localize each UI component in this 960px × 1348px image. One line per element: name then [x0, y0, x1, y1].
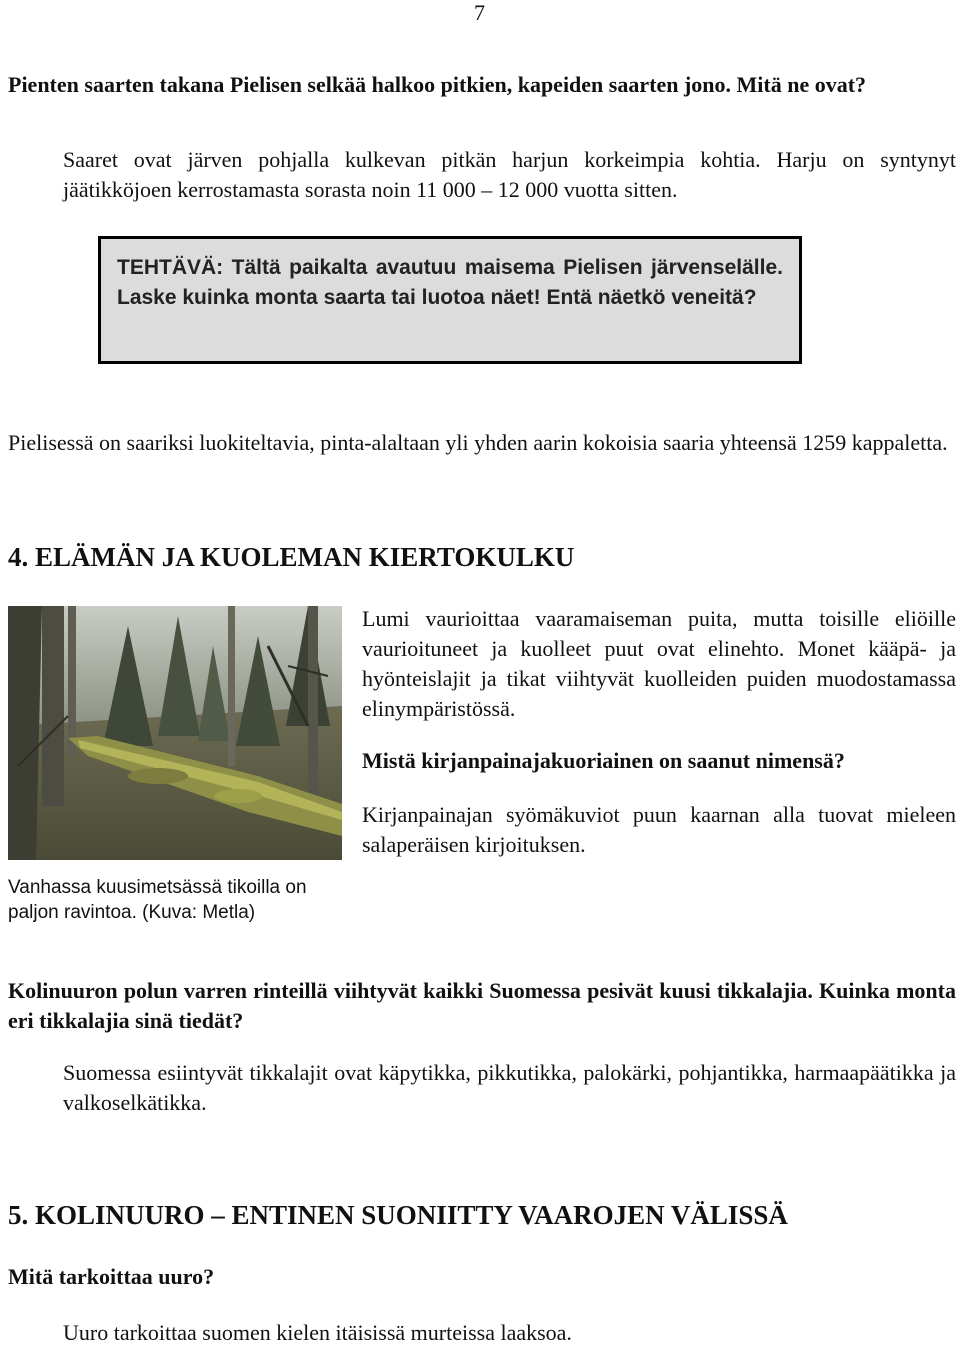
answer-esker: Saaret ovat järven pohjalla kulkevan pitkän harjun korkeimpia kohtia. Harju on syntynyt jäätikköjoen kerrostamasta sorasta noin 11 000 – 12 000 vuotta sitten. [63, 147, 956, 202]
answer-woodpeckers: Suomessa esiintyvät tikkalajit ovat käpytikka, pikkutikka, palokärki, pohjantikka, harmaapäätikka ja valkoselkätikka. [63, 1060, 956, 1115]
answer-uuro: Uuro tarkoittaa suomen kielen itäisissä murteissa laaksoa. [63, 1320, 572, 1345]
islands-count-text: Pielisessä on saariksi luokiteltavia, pinta-alaltaan yli yhden aarin kokoisia saaria yhteensä 1259 kappaletta. [8, 430, 948, 455]
section-4-heading: 4. ELÄMÄN JA KUOLEMAN KIERTOKULKU [8, 542, 575, 572]
spruce-forest-image [8, 606, 342, 860]
question-islands-row: Pienten saarten takana Pielisen selkää halkoo pitkien, kapeiden saarten jono. Mitä ne ovat? [8, 72, 867, 97]
deadwood-paragraph: Lumi vaurioittaa vaaramaiseman puita, mutta toisille eliöille vaurioituneet ja kuolleet puut ovat elinehto. Monet kääpä- ja hyönteislajit ja tikat viihtyvät kuolleiden puiden muodostamassa elinympäristössä. [362, 606, 956, 721]
page-number: 7 [474, 0, 485, 25]
photo-caption: Vanhassa kuusimetsässä tikoilla on paljon ravintoa. (Kuva: Metla) [8, 877, 307, 923]
forest-photo [8, 606, 342, 860]
task-box [98, 236, 802, 364]
question-woodpeckers: Kolinuuron polun varren rinteillä viihtyvät kaikki Suomessa pesivät kuusi tikkalajia. Kuinka monta eri tikkalajia sinä tiedät? [8, 978, 956, 1033]
task-text: TEHTÄVÄ: Tältä paikalta avautuu maisema Pielisen järvenselälle. Laske kuinka monta saarta tai luotoa näet! Entä näetkö veneitä? [117, 256, 783, 309]
question-uuro: Mitä tarkoittaa uuro? [8, 1264, 215, 1289]
section-5-heading: 5. KOLINUURO – ENTINEN SUONIITTY VAAROJEN VÄLISSÄ [8, 1200, 788, 1230]
question-bark-beetle: Mistä kirjanpainajakuoriainen on saanut nimensä? [362, 748, 845, 773]
answer-bark-beetle: Kirjanpainajan syömäkuviot puun kaarnan alla tuovat mieleen salaperäisen kirjoituksen. [362, 802, 956, 857]
